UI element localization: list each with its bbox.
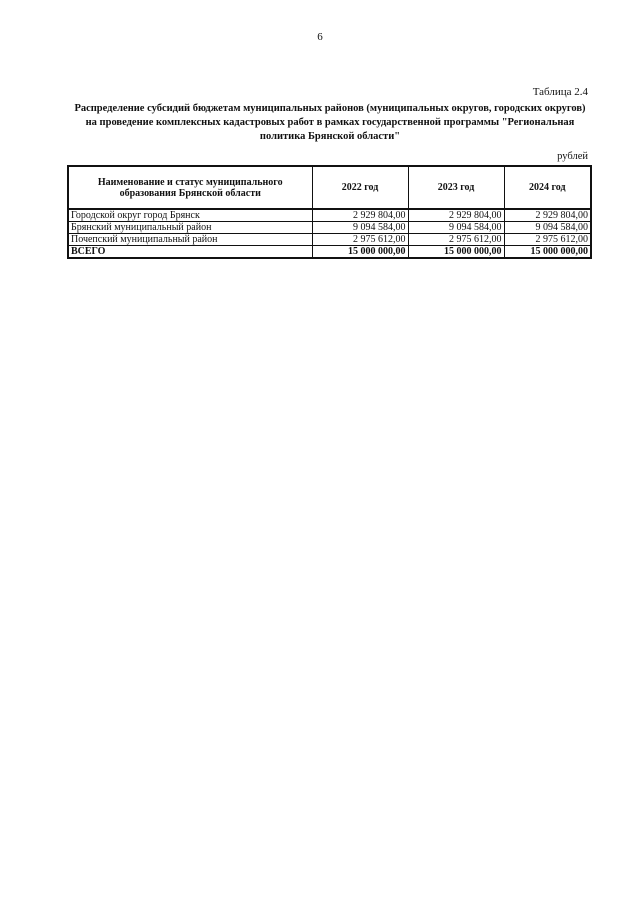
table-header-row — [68, 166, 591, 209]
row-value-2024: 9 094 584,00 — [504, 222, 591, 234]
page-number: 6 — [317, 31, 323, 43]
title-line-3: политика Брянской области" — [259, 131, 401, 142]
total-value-2022: 15 000 000,00 — [312, 246, 408, 259]
row-value-2022: 9 094 584,00 — [312, 222, 408, 234]
header-2022: 2022 год — [312, 166, 408, 209]
row-value-2024: 2 929 804,00 — [504, 209, 591, 222]
table-row — [68, 234, 591, 246]
total-value-2024: 15 000 000,00 — [504, 246, 591, 259]
title-line-1: Распределение субсидий бюджетам муниципальных районов (муниципальных округов, городских округов) — [74, 103, 586, 114]
table-row — [68, 222, 591, 234]
table-row — [68, 209, 591, 222]
title-line-2: на проведение комплексных кадастровых работ в рамках государственной программы "Региональная — [85, 117, 575, 128]
units-label: рублей — [557, 151, 588, 162]
row-value-2022: 2 975 612,00 — [312, 234, 408, 246]
row-value-2023: 9 094 584,00 — [408, 222, 504, 234]
total-label: ВСЕГО — [68, 246, 312, 259]
row-value-2023: 2 929 804,00 — [408, 209, 504, 222]
header-2024: 2024 год — [504, 166, 591, 209]
row-name: Почепский муниципальный район — [68, 234, 312, 246]
header-name-line-1: Наименование и статус муниципального — [97, 176, 283, 188]
table-total-row — [68, 246, 591, 259]
subsidies-table — [67, 165, 592, 259]
row-name: Городской округ город Брянск — [68, 209, 312, 222]
row-value-2023: 2 975 612,00 — [408, 234, 504, 246]
table-label: Таблица 2.4 — [532, 86, 588, 98]
total-value-2023: 15 000 000,00 — [408, 246, 504, 259]
header-2023: 2023 год — [408, 166, 504, 209]
document-title — [60, 102, 600, 144]
header-name-line-2: образования Брянской области — [119, 187, 261, 199]
row-value-2022: 2 929 804,00 — [312, 209, 408, 222]
header-name — [68, 166, 312, 209]
row-name: Брянский муниципальный район — [68, 222, 312, 234]
row-value-2024: 2 975 612,00 — [504, 234, 591, 246]
